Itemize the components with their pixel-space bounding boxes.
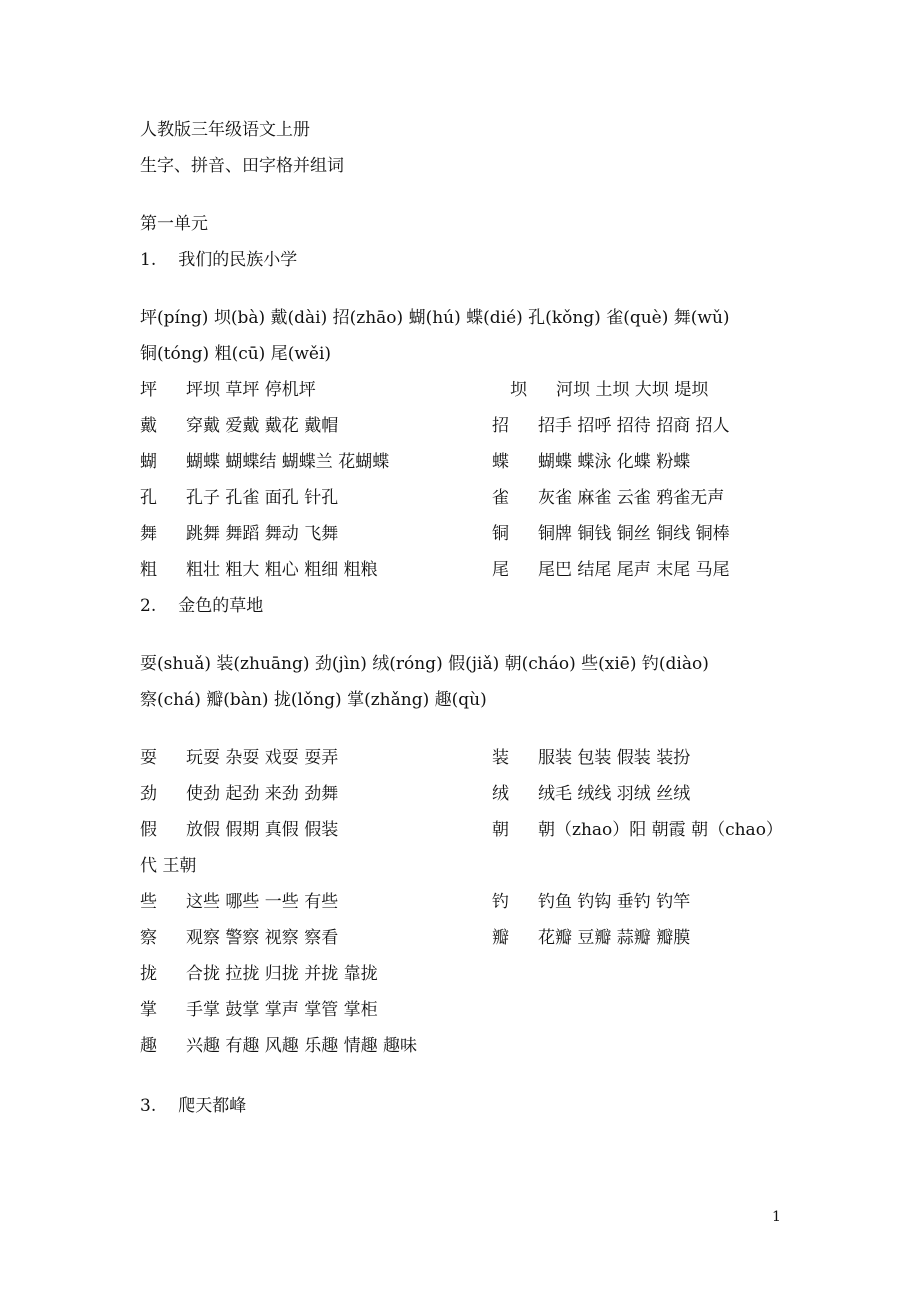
word-group: 服装 包装 假装 装扮: [538, 748, 691, 768]
pinyin-line: 耍(shuǎ) 装(zhuāng) 劲(jìn) 绒(róng) 假(jiǎ) 朝(cháo) 些(xiē) 钓(diào): [140, 654, 709, 674]
word-row: [140, 783, 840, 805]
character: 劲: [140, 784, 157, 804]
lesson-1-heading: [140, 249, 297, 271]
character: 钓: [492, 892, 509, 912]
word-row: [140, 559, 840, 581]
document-subtitle: 生字、拼音、田字格并组词: [140, 156, 344, 176]
character: 瓣: [492, 928, 509, 948]
word-row: [140, 963, 840, 985]
word-group: 朝（zhao）阳 朝霞 朝（chao）: [538, 820, 783, 840]
character: 朝: [492, 820, 509, 840]
word-row: [140, 855, 840, 877]
word-group: 招手 招呼 招待 招商 招人: [538, 416, 730, 436]
pinyin-line: 铜(tóng) 粗(cū) 尾(wěi): [140, 344, 332, 364]
pinyin-line: 坪(píng) 坝(bà) 戴(dài) 招(zhāo) 蝴(hú) 蝶(dié) 孔(kǒng) 雀(què) 舞(wǔ): [140, 308, 730, 328]
word-row: [140, 891, 840, 913]
character: 代 王朝: [140, 856, 197, 876]
word-group: 蝴蝶 蝶泳 化蝶 粉蝶: [538, 452, 691, 472]
word-group: 尾巴 结尾 尾声 末尾 马尾: [538, 560, 730, 580]
character: 尾: [492, 560, 509, 580]
lesson-title: 我们的民族小学: [178, 250, 298, 270]
lesson-number: 3.: [140, 1096, 157, 1116]
word-group: 钓鱼 钓钩 垂钓 钓竿: [538, 892, 691, 912]
lesson-title: 金色的草地: [178, 596, 264, 616]
word-group: 孔子 孔雀 面孔 针孔: [186, 488, 339, 508]
word-row: [140, 1035, 840, 1057]
word-group: 河坝 土坝 大坝 堤坝: [556, 380, 709, 400]
word-group: 粗壮 粗大 粗心 粗细 粗粮: [186, 560, 378, 580]
word-row: [140, 451, 840, 473]
lesson-number: 1.: [140, 250, 157, 270]
character: 装: [492, 748, 509, 768]
word-group: 绒毛 绒线 羽绒 丝绒: [538, 784, 691, 804]
word-group: 这些 哪些 一些 有些: [186, 892, 339, 912]
lesson-number: 2.: [140, 596, 157, 616]
character: 蝴: [140, 452, 157, 472]
character: 耍: [140, 748, 157, 768]
word-row: [140, 523, 840, 545]
character: 雀: [492, 488, 509, 508]
page-number: 1: [772, 1209, 781, 1225]
word-group: 兴趣 有趣 风趣 乐趣 情趣 趣味: [186, 1036, 418, 1056]
lesson-3-heading: [140, 1095, 246, 1117]
unit-heading: 第一单元: [140, 214, 208, 234]
word-group: 合拢 拉拢 归拢 并拢 靠拢: [186, 964, 378, 984]
character: 铜: [492, 524, 509, 544]
word-group: 灰雀 麻雀 云雀 鸦雀无声: [538, 488, 725, 508]
word-group: 观察 警察 视察 察看: [186, 928, 339, 948]
character: 些: [140, 892, 157, 912]
word-group: 使劲 起劲 来劲 劲舞: [186, 784, 339, 804]
character: 绒: [492, 784, 509, 804]
word-group: 玩耍 杂耍 戏耍 耍弄: [186, 748, 339, 768]
word-group: 手掌 鼓掌 掌声 掌管 掌柜: [186, 1000, 378, 1020]
document-title: 人教版三年级语文上册: [140, 120, 310, 140]
character: 舞: [140, 524, 157, 544]
character: 趣: [140, 1036, 157, 1056]
lesson-title: 爬天都峰: [178, 1096, 247, 1116]
word-group: 花瓣 豆瓣 蒜瓣 瓣膜: [538, 928, 691, 948]
word-group: 穿戴 爱戴 戴花 戴帽: [186, 416, 339, 436]
word-group: 跳舞 舞蹈 舞动 飞舞: [186, 524, 339, 544]
character: 粗: [140, 560, 157, 580]
lesson-2-heading: [140, 595, 263, 617]
character: 察: [140, 928, 157, 948]
word-row: [140, 999, 840, 1021]
word-row: [140, 819, 840, 841]
character: 坝: [510, 380, 527, 400]
word-row: [140, 927, 840, 949]
character: 蝶: [492, 452, 509, 472]
character: 坪: [140, 380, 157, 400]
word-row: [140, 747, 840, 769]
character: 假: [140, 820, 157, 840]
pinyin-line: 察(chá) 瓣(bàn) 拢(lǒng) 掌(zhǎng) 趣(qù): [140, 690, 487, 710]
character: 戴: [140, 416, 157, 436]
word-group: 铜牌 铜钱 铜丝 铜线 铜棒: [538, 524, 730, 544]
character: 孔: [140, 488, 157, 508]
word-group: 坪坝 草坪 停机坪: [186, 380, 316, 400]
word-row: [140, 415, 840, 437]
character: 掌: [140, 1000, 157, 1020]
word-group: 蝴蝶 蝴蝶结 蝴蝶兰 花蝴蝶: [186, 452, 390, 472]
word-row: [140, 379, 840, 401]
word-row: [140, 487, 840, 509]
character: 招: [492, 416, 509, 436]
word-group: 放假 假期 真假 假装: [186, 820, 339, 840]
character: 拢: [140, 964, 157, 984]
